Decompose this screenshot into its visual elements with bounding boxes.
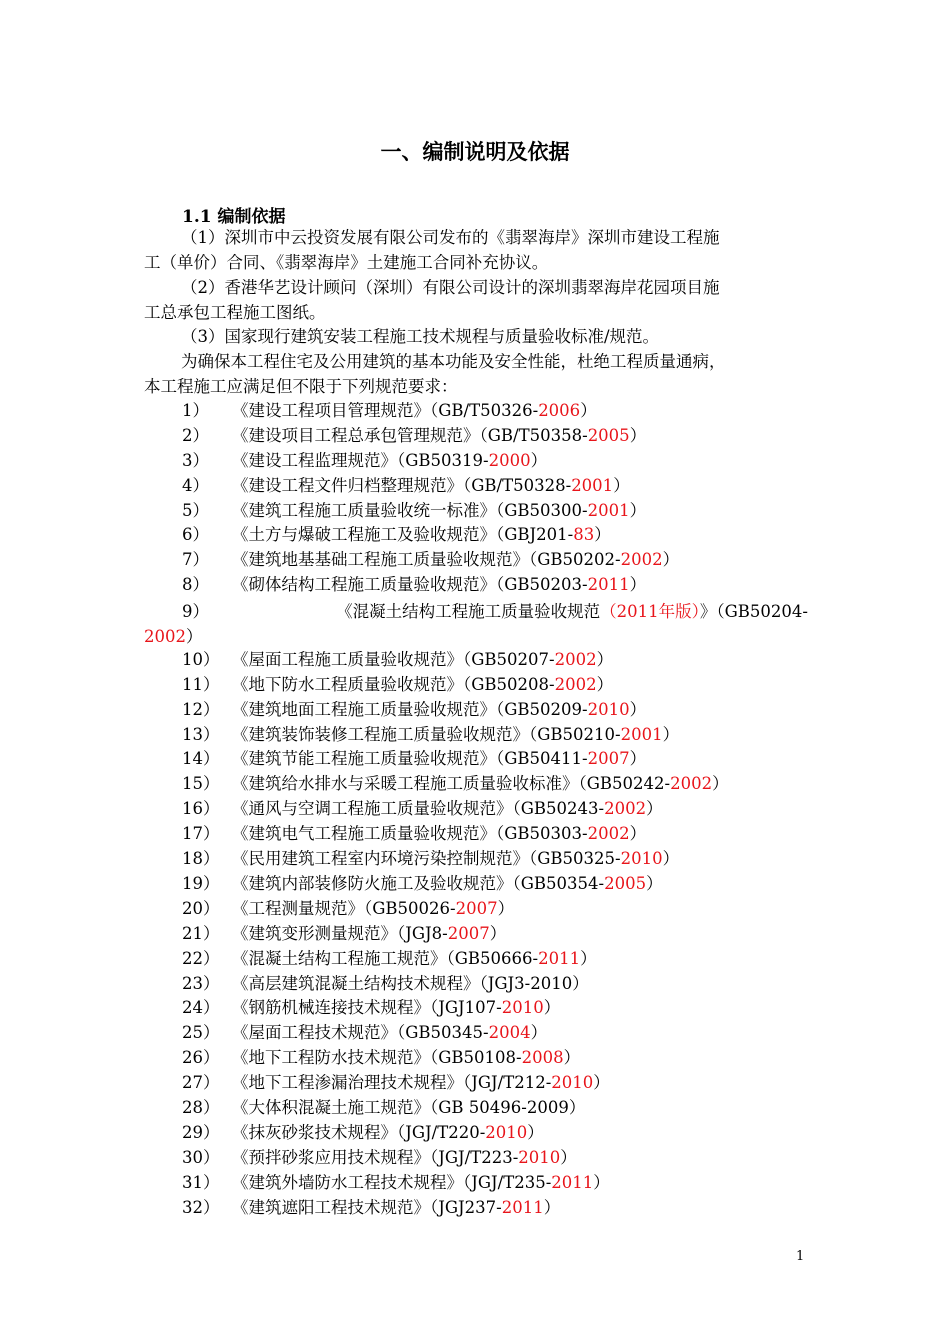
standards-list	[182, 399, 822, 1220]
standard-item	[182, 1071, 822, 1096]
paragraph-4	[144, 349, 824, 399]
standard-number: 31）	[182, 1172, 220, 1192]
standard-number: 16）	[182, 799, 220, 819]
standard-year: 2002	[554, 674, 597, 694]
standard-year: 2002	[587, 824, 630, 844]
standard-close: ）	[629, 824, 647, 844]
standard-number: 29）	[182, 1122, 220, 1142]
standard-close: ）	[580, 401, 597, 420]
standard-year: 2010	[587, 699, 630, 719]
standard-year: 2002	[554, 649, 597, 669]
standard-number: 2）	[182, 425, 209, 445]
standard-item	[182, 1021, 822, 1046]
standard-close: ）	[646, 799, 663, 819]
standard-number: 32）	[182, 1197, 220, 1217]
standard-number: 22）	[182, 948, 220, 968]
standard-item	[182, 399, 822, 424]
standard-year: 2007	[455, 898, 498, 918]
standard-item	[182, 1096, 822, 1121]
standard-item	[182, 947, 822, 972]
standard-name: 《预拌砂浆应用技术规程》（JGJ/T223-	[232, 1147, 519, 1167]
paragraph-line: 工总承包工程施工图纸。	[144, 303, 326, 322]
standard-name: 《通风与空调工程施工质量验收规范》（GB50243-	[232, 799, 605, 819]
page-title: 一、编制说明及依据	[380, 140, 570, 164]
standard-number: 21）	[182, 923, 220, 943]
standard-year: 2010	[551, 1073, 594, 1093]
standard-number: 17）	[182, 824, 220, 844]
standard-name: 《屋面工程技术规范》（GB50345-	[232, 1023, 489, 1043]
standard-number: 4）	[182, 475, 209, 495]
standard-close: ）	[489, 923, 507, 943]
standard-name: 《建筑遮阳工程技术规范》（JGJ237-	[232, 1197, 502, 1217]
standard-code: 》（GB50204-	[699, 602, 808, 621]
standard-year: 2008	[521, 1048, 564, 1068]
standard-close: ）	[596, 674, 614, 694]
standard-item	[182, 648, 822, 673]
standard-item	[182, 499, 822, 524]
standard-number: 7）	[182, 550, 209, 570]
standard-name: 《建设工程监理规范》（GB50319-	[232, 450, 489, 470]
standard-name: 《建筑变形测量规范》（JGJ8-	[232, 923, 448, 943]
standard-item	[182, 847, 822, 872]
standard-name: 《建设工程项目管理规范》（GB/T50326-	[232, 401, 539, 420]
standard-close: ）	[543, 998, 561, 1018]
standard-item	[182, 548, 822, 573]
standard-item	[182, 772, 822, 797]
standard-item	[182, 1146, 822, 1171]
standard-year: 2001	[571, 475, 614, 495]
standard-item	[182, 1046, 822, 1071]
standard-close: ）	[646, 873, 663, 893]
standard-item	[182, 1196, 822, 1221]
standard-year: 2010	[485, 1122, 528, 1142]
standard-name: 《屋面工程施工质量验收规范》（GB50207-	[232, 649, 555, 669]
paragraph-2	[144, 275, 824, 325]
standard-number: 27）	[182, 1073, 220, 1093]
standard-close: ）	[629, 749, 647, 769]
standard-item	[182, 573, 822, 598]
standard-year: 2011	[501, 1197, 544, 1217]
standard-name: 《建筑地面工程施工质量验收规范》（GB50209-	[232, 699, 588, 719]
standard-number: 14）	[182, 749, 220, 769]
standard-close: ）	[662, 550, 680, 570]
paragraph-3	[144, 324, 824, 349]
standard-close: ）	[560, 1147, 577, 1167]
standard-name: 《建筑地基基础工程施工质量验收规范》（GB50202-	[232, 550, 621, 570]
standard-item	[182, 972, 822, 997]
standard-year: 2010	[620, 849, 663, 869]
standard-name: 《高层建筑混凝土结构技术规程》（JGJ3-2010）	[232, 973, 589, 993]
standard-item	[182, 673, 822, 698]
standard-close: ）	[629, 425, 647, 445]
standard-item	[182, 897, 822, 922]
standard-close: ）	[186, 627, 203, 646]
standard-year: 2001	[587, 500, 630, 520]
standard-close: ）	[530, 450, 548, 470]
standard-number: 9）	[182, 602, 209, 621]
standard-number: 24）	[182, 998, 220, 1018]
paragraph-line: （1）深圳市中云投资发展有限公司发布的《翡翠海岸》深圳市建设工程施	[181, 228, 720, 247]
standard-number: 5）	[182, 500, 209, 520]
standard-number: 11）	[182, 674, 220, 694]
paragraph-line: （3）国家现行建筑安装工程施工技术规程与质量验收标准/规范。	[181, 327, 660, 346]
paragraph-line: 为确保本工程住宅及公用建筑的基本功能及安全性能，杜绝工程质量通病，	[181, 352, 726, 371]
standard-name: 《地下防水工程质量验收规范》（GB50208-	[232, 674, 555, 694]
standard-item	[182, 449, 822, 474]
standard-name: 《民用建筑工程室内环境污染控制规范》（GB50325-	[232, 849, 621, 869]
standard-number: 1）	[182, 401, 209, 420]
standard-name: 《建筑给水排水与采暖工程施工质量验收标准》（GB50242-	[232, 774, 671, 794]
standard-number: 10）	[182, 649, 220, 669]
standard-item	[182, 523, 822, 548]
standard-number: 25）	[182, 1023, 220, 1043]
standard-name: 《钢筋机械连接技术规程》（JGJ107-	[232, 998, 502, 1018]
standard-year: 2010	[501, 998, 544, 1018]
standard-number: 23）	[182, 973, 220, 993]
standard-close: ）	[629, 500, 647, 520]
standard-close: ）	[497, 898, 515, 918]
standard-number: 6）	[182, 525, 209, 545]
standard-name: 《建设项目工程总承包管理规范》（GB/T50358-	[232, 425, 588, 445]
standard-close: ）	[593, 1172, 610, 1192]
standard-name: 《地下工程防水技术规范》（GB50108-	[232, 1048, 522, 1068]
standard-year: 83	[573, 525, 595, 545]
standard-year: 2006	[538, 401, 581, 420]
standard-name: 《地下工程渗漏治理技术规程》（JGJ/T212-	[232, 1073, 552, 1093]
standard-item	[182, 797, 822, 822]
section-heading: 1.1 编制依据	[182, 207, 286, 227]
standard-name: 《混凝土结构工程施工质量验收规范	[336, 602, 601, 621]
standard-item	[182, 474, 822, 499]
standard-close: ）	[594, 525, 611, 545]
standard-year: 2011	[551, 1172, 594, 1192]
standard-close: ）	[662, 849, 680, 869]
paragraph-line: 本工程施工应满足但不限于下列规范要求：	[144, 377, 458, 396]
standard-name: 《建设工程文件归档整理规范》（GB/T50328-	[232, 475, 572, 495]
standard-name: 《土方与爆破工程施工及验收规范》（GBJ201-	[232, 525, 574, 545]
standard-number: 19）	[182, 873, 220, 893]
standard-number: 28）	[182, 1097, 220, 1117]
standard-close: ）	[629, 699, 647, 719]
standard-number: 18）	[182, 849, 220, 869]
standard-name: 《建筑外墙防水工程技术规程》（JGJ/T235-	[232, 1172, 552, 1192]
standard-name: 《建筑工程施工质量验收统一标准》（GB50300-	[232, 500, 588, 520]
standard-name: 《建筑节能工程施工质量验收规范》（GB50411-	[232, 749, 588, 769]
standard-year: 2002	[620, 550, 663, 570]
standard-close: ）	[613, 475, 630, 495]
standard-close: ）	[543, 1197, 561, 1217]
paragraph-1	[144, 225, 824, 275]
standard-close: ）	[629, 575, 647, 595]
standard-number: 30）	[182, 1147, 220, 1167]
standard-close: ）	[596, 649, 614, 669]
standard-year: 2004	[488, 1023, 531, 1043]
standard-year: 2010	[518, 1147, 561, 1167]
standard-number: 13）	[182, 724, 220, 744]
paragraph-line: 工（单价）合同、《翡翠海岸》土建施工合同补充协议。	[144, 253, 549, 272]
standard-close: ）	[712, 774, 729, 794]
standard-item-9	[144, 599, 808, 649]
standard-close: ）	[580, 948, 597, 968]
standard-close: ）	[563, 1048, 581, 1068]
standard-item	[182, 1121, 822, 1146]
standard-name: 《建筑电气工程施工质量验收规范》（GB50303-	[232, 824, 588, 844]
standard-number: 3）	[182, 450, 209, 470]
standard-year: 2005	[604, 873, 647, 893]
standard-year: 2011	[587, 575, 630, 595]
standard-name: 《工程测量规范》（GB50026-	[232, 898, 456, 918]
page-number: 1	[796, 1249, 805, 1264]
standard-item	[182, 747, 822, 772]
standard-name: 《混凝土结构工程施工规范》（GB50666-	[232, 948, 539, 968]
standard-item	[182, 922, 822, 947]
standard-item	[182, 723, 822, 748]
standard-name: 《大体积混凝土施工规范》（GB 50496-2009）	[232, 1097, 586, 1117]
standard-item	[182, 698, 822, 723]
standard-item	[182, 872, 822, 897]
standard-number: 20）	[182, 898, 220, 918]
standard-close: ）	[593, 1073, 610, 1093]
standard-name: 《建筑内部装修防火施工及验收规范》（GB50354-	[232, 873, 605, 893]
standard-item	[182, 1171, 822, 1196]
standard-year: 2011	[538, 948, 581, 968]
standard-year: 2005	[587, 425, 630, 445]
standard-year: 2001	[620, 724, 663, 744]
standard-item	[182, 424, 822, 449]
standard-edition: （2011年版）	[600, 602, 700, 621]
standard-number: 15）	[182, 774, 220, 794]
standard-close: ）	[527, 1122, 544, 1142]
standard-close: ）	[662, 724, 680, 744]
standard-name: 《砌体结构工程施工质量验收规范》（GB50203-	[232, 575, 588, 595]
standard-name: 《建筑装饰装修工程施工质量验收规范》（GB50210-	[232, 724, 621, 744]
standard-name: 《抹灰砂浆技术规程》（JGJ/T220-	[232, 1122, 486, 1142]
standard-number: 12）	[182, 699, 220, 719]
standard-year: 2002	[604, 799, 647, 819]
standard-item	[182, 996, 822, 1021]
standard-item	[182, 822, 822, 847]
standard-year: 2007	[447, 923, 490, 943]
standard-year: 2002	[144, 627, 186, 646]
standard-year: 2007	[587, 749, 630, 769]
standard-number: 26）	[182, 1048, 220, 1068]
standard-year: 2000	[488, 450, 531, 470]
paragraph-line: （2）香港华艺设计顾问（深圳）有限公司设计的深圳翡翠海岸花园项目施	[181, 278, 720, 297]
standard-year: 2002	[670, 774, 713, 794]
standard-number: 8）	[182, 575, 209, 595]
standard-close: ）	[530, 1023, 548, 1043]
